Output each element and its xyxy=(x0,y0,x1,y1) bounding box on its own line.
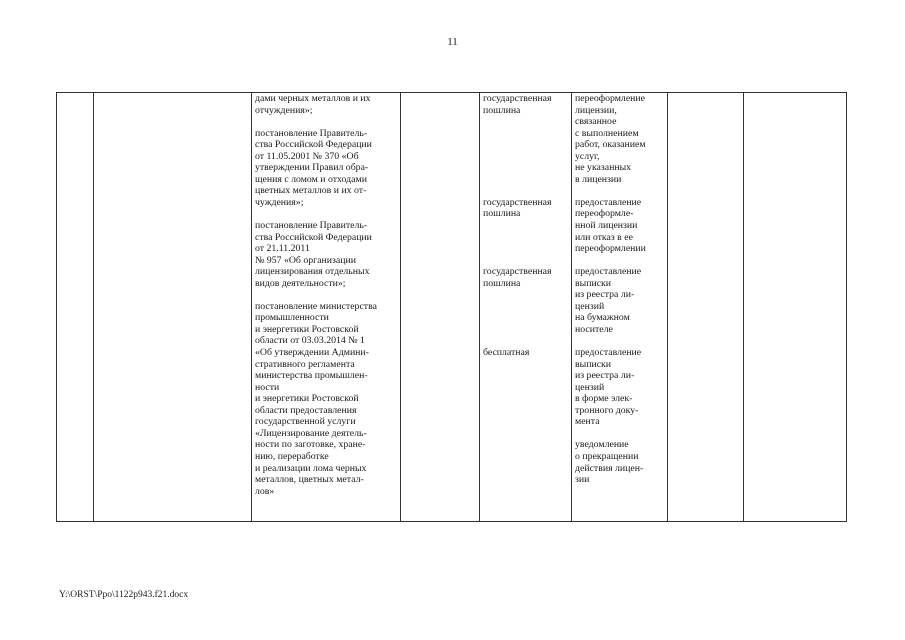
service-entry: предоставление выписки из реестра ли- цензий в форме элек- тронного доку- мента xyxy=(575,347,642,428)
page-number: 11 xyxy=(447,36,458,48)
cell-col8 xyxy=(744,93,847,522)
service-entry: предоставление переоформле- нной лицензии или отказ в ее переоформлении xyxy=(575,196,646,255)
legal-basis-paragraph: дами черных металлов и их отчуждения»; xyxy=(255,93,371,116)
cell-col4 xyxy=(401,93,480,522)
cell-col7 xyxy=(668,93,744,522)
fee-entry: государственная пошлина xyxy=(483,266,552,289)
cell-service-description xyxy=(572,93,668,522)
fee-entry: бесплатная xyxy=(483,347,530,359)
fee-entry: государственная пошлина xyxy=(483,196,552,220)
cell-col1 xyxy=(57,93,94,522)
cell-fee-type xyxy=(480,93,572,522)
service-entry: предоставление выписки из реестра ли- цензий на бумажном носителе xyxy=(575,266,642,335)
service-entry: уведомление о прекращении действия лицен- зии xyxy=(575,439,644,486)
legal-basis-paragraph: постановление министерства промышленности и энергетики Ростовской области от 03.03.2014 № 1 «Об утверждении Админи- стративного регламента министерства промышлен- ности и энергетики Ростовской области предоставления государственной услуги «Лицензирование деятель- ности по заготовке, хране- нию, переработке и реализации лома черных металлов, цветных метал- лов» xyxy=(255,300,377,497)
service-entry: переоформление лицензии, связанное с выполнением работ, оказанием услуг, не указанных в лицензии xyxy=(575,93,646,185)
legal-basis-paragraph: постановление Правитель- ства Российской Федерации от 21.11.2011 № 957 «Об организации лицензирования отдельных видов деятельности»; xyxy=(255,220,372,289)
cell-legal-basis xyxy=(252,93,401,522)
cell-col2 xyxy=(94,93,252,522)
fee-entry: государственная пошлина xyxy=(483,93,552,116)
legal-basis-paragraph: постановление Правитель- ства Российской Федерации от 11.05.2001 № 370 «Об утверждении Правил обра- щения с ломом и отходами цветных металлов и их от- чуждения»; xyxy=(255,127,372,208)
footer-file-path: Y:\ORST\Ppo\1122p943.f21.docx xyxy=(59,590,189,600)
table-row xyxy=(57,93,847,522)
licensing-table xyxy=(56,92,847,522)
